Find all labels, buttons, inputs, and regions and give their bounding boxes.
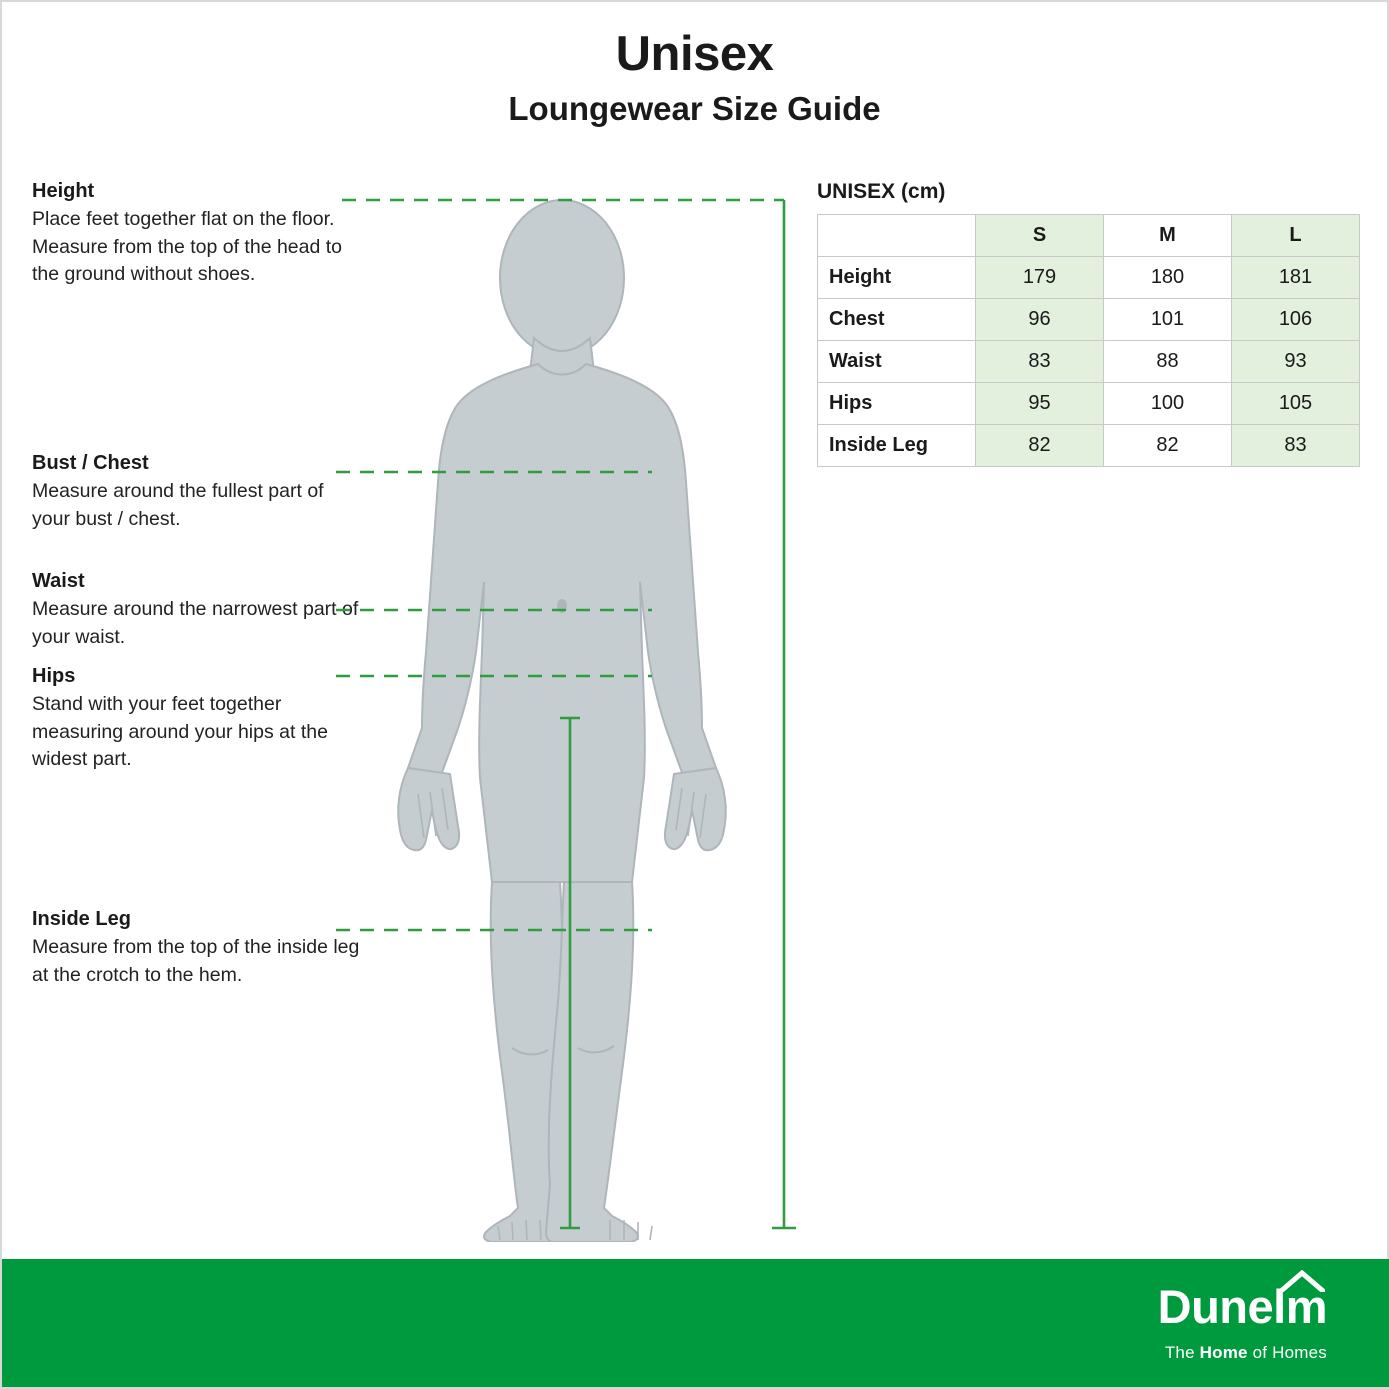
instruction-waist <box>32 570 362 651</box>
instruction-height <box>32 180 362 289</box>
table-row-label-inside-leg: Inside Leg <box>818 425 976 467</box>
instruction-hips-title: Hips <box>32 665 76 687</box>
table-row <box>818 341 1360 383</box>
table-row-label-waist: Waist <box>818 341 976 383</box>
instruction-bust-chest <box>32 452 362 533</box>
table-cell-inside-leg-m: 82 <box>1104 425 1232 467</box>
body-figure-diagram <box>322 182 802 1232</box>
table-cell-chest-s: 96 <box>976 299 1104 341</box>
table-row <box>818 425 1360 467</box>
dunelm-tagline <box>1158 1343 1327 1363</box>
house-roof-icon <box>1279 1270 1325 1292</box>
table-col-l: L <box>1232 215 1360 257</box>
table-row-label-hips: Hips <box>818 383 976 425</box>
dunelm-brand-text: Dunelm <box>1157 1280 1327 1333</box>
table-col-s: S <box>976 215 1104 257</box>
table-cell-hips-m: 100 <box>1104 383 1232 425</box>
table-row-label-chest: Chest <box>818 299 976 341</box>
instruction-height-title: Height <box>32 180 95 202</box>
table-corner-cell <box>818 215 976 257</box>
table-row-label-height: Height <box>818 257 976 299</box>
instruction-inside-leg-title: Inside Leg <box>32 908 131 930</box>
instruction-bust-chest-title: Bust / Chest <box>32 452 149 474</box>
instruction-height-body: Place feet together flat on the floor. Measure from the top of the head to the ground without shoes. <box>32 208 343 286</box>
table-col-m: M <box>1104 215 1232 257</box>
instruction-inside-leg <box>32 908 362 989</box>
table-cell-hips-l: 105 <box>1232 383 1360 425</box>
table-cell-waist-m: 88 <box>1104 341 1232 383</box>
tagline-prefix: The <box>1164 1343 1200 1362</box>
tagline-suffix: of Homes <box>1247 1343 1327 1362</box>
size-table-caption: UNISEX (cm) <box>817 180 946 203</box>
human-body-silhouette <box>398 200 726 1242</box>
page-subtitle: Loungewear Size Guide <box>508 89 881 127</box>
instruction-waist-title: Waist <box>32 570 85 592</box>
table-cell-waist-l: 93 <box>1232 341 1360 383</box>
table-row <box>818 257 1360 299</box>
table-cell-height-l: 181 <box>1232 257 1360 299</box>
table-header-row <box>818 215 1360 257</box>
size-table <box>817 214 1360 467</box>
table-cell-inside-leg-s: 82 <box>976 425 1104 467</box>
page-title: Unisex <box>615 27 774 81</box>
instruction-waist-body: Measure around the narrowest part of your waist. <box>32 598 359 648</box>
page-header <box>2 2 1387 127</box>
footer-bar <box>2 1259 1389 1387</box>
table-cell-height-m: 180 <box>1104 257 1232 299</box>
dunelm-logo <box>1157 1280 1327 1363</box>
table-cell-chest-l: 106 <box>1232 299 1360 341</box>
table-cell-inside-leg-l: 83 <box>1232 425 1360 467</box>
size-table-section <box>817 180 1357 467</box>
table-cell-height-s: 179 <box>976 257 1104 299</box>
table-row <box>818 299 1360 341</box>
table-cell-hips-s: 95 <box>976 383 1104 425</box>
table-cell-chest-m: 101 <box>1104 299 1232 341</box>
table-row <box>818 383 1360 425</box>
instruction-bust-chest-body: Measure around the fullest part of your bust / chest. <box>32 480 324 530</box>
instruction-hips-body: Stand with your feet together measuring around your hips at the widest part. <box>32 693 328 771</box>
table-cell-waist-s: 83 <box>976 341 1104 383</box>
dunelm-wordmark <box>1157 1280 1327 1333</box>
instruction-inside-leg-body: Measure from the top of the inside leg at the crotch to the hem. <box>32 936 360 986</box>
instruction-hips <box>32 665 362 774</box>
tagline-bold: Home <box>1199 1343 1248 1362</box>
